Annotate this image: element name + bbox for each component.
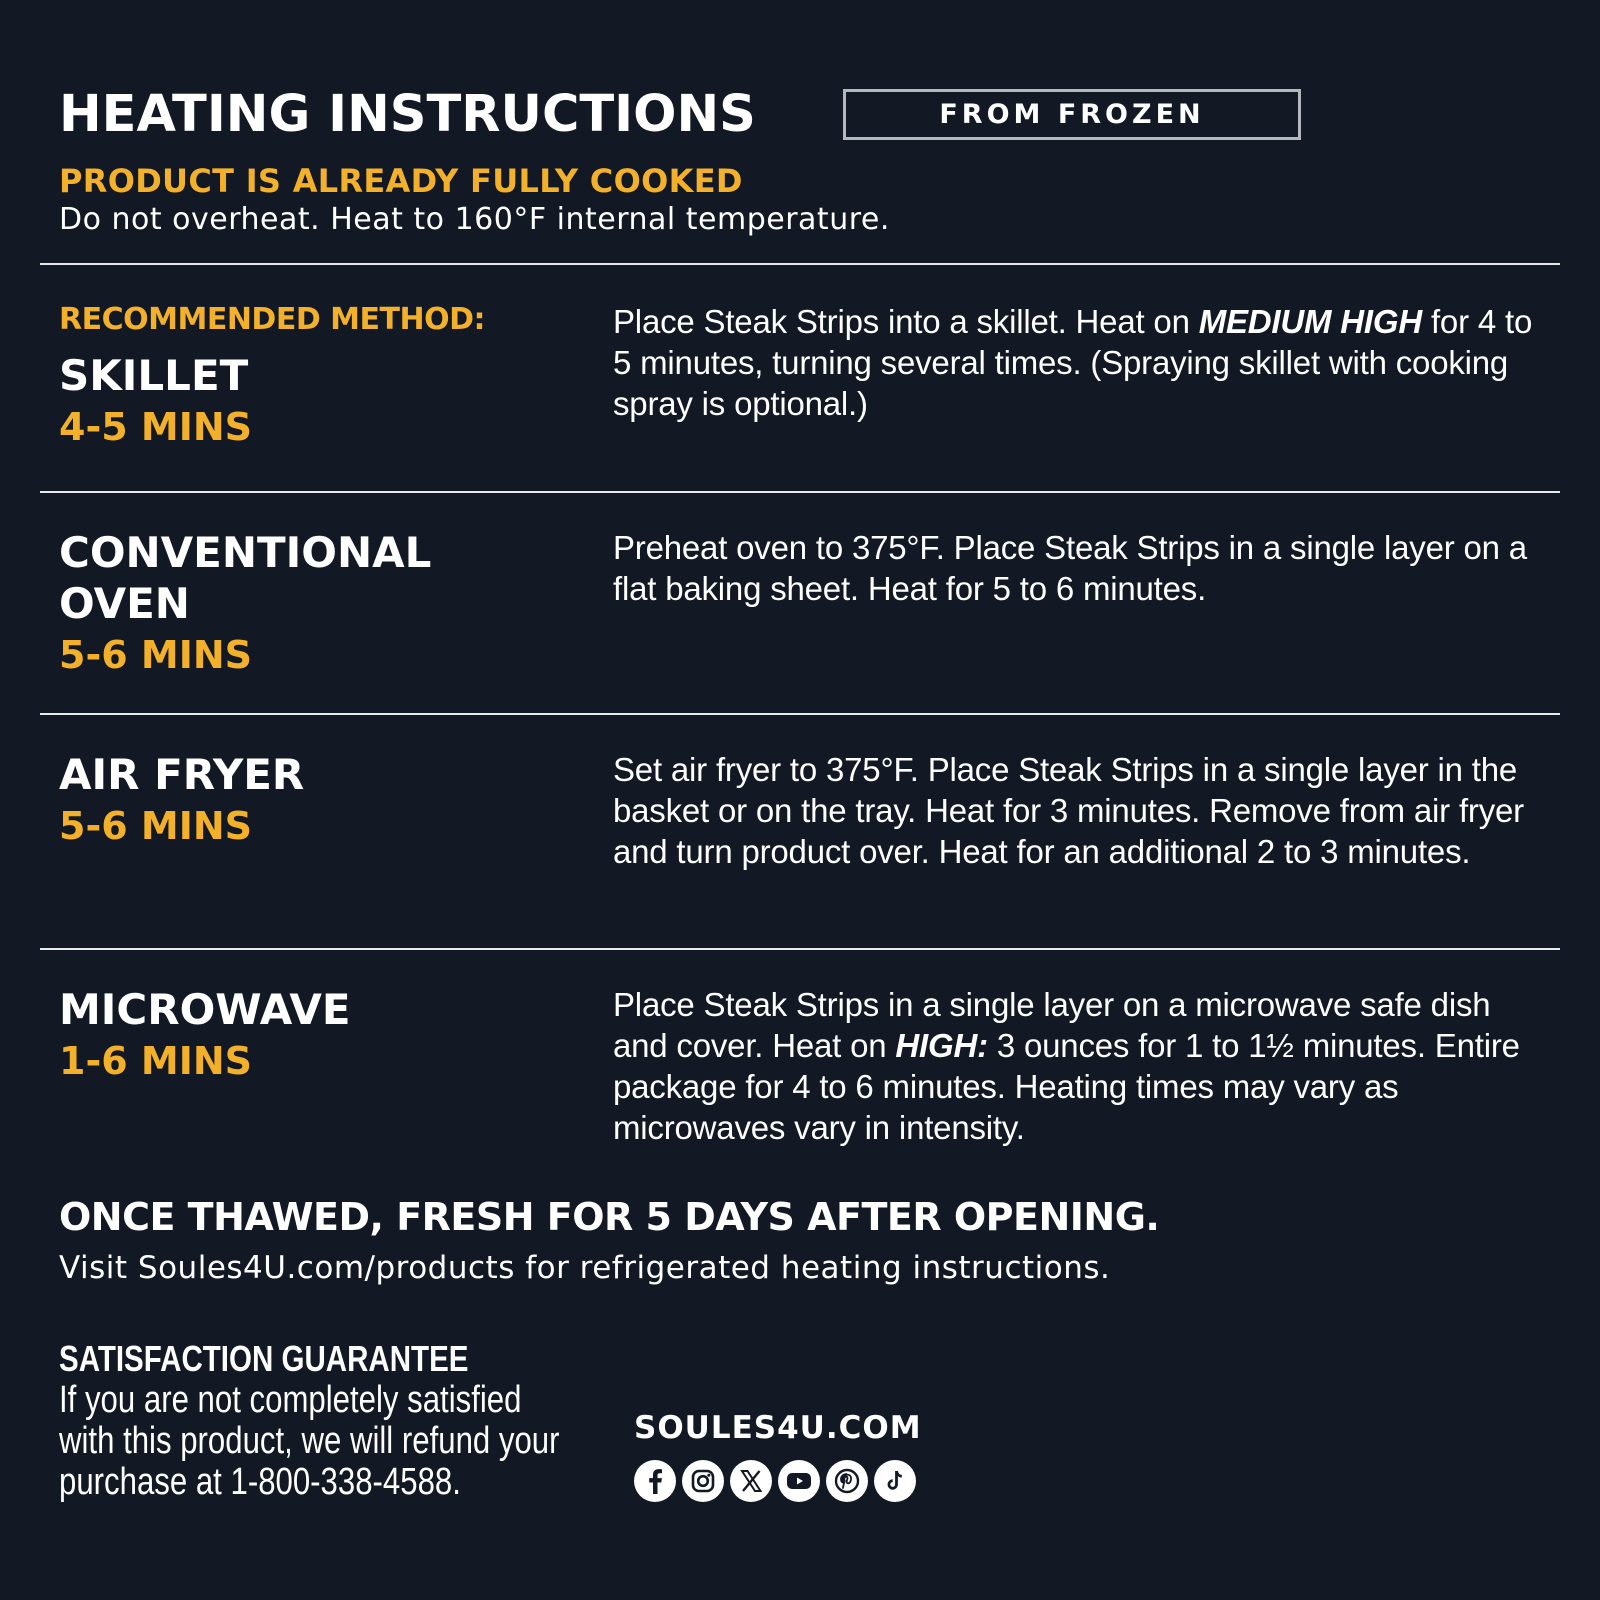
method-air-fryer-description: Set air fryer to 375°F. Place Steak Strips in a single layer in the basket or on the tray. Heat for 3 minutes. Remove from air fryer and turn product over. Heat for an additional 2 to 3 minutes. <box>613 751 1524 870</box>
desc-emphasis: HIGH: <box>895 1027 988 1064</box>
divider <box>40 948 1560 950</box>
tiktok-icon[interactable] <box>874 1460 916 1502</box>
method-time: 5-6 MINS <box>59 804 253 848</box>
desc-emphasis: MEDIUM HIGH <box>1198 303 1422 340</box>
divider <box>40 263 1560 265</box>
overheat-notice: Do not overheat. Heat to 160°F internal temperature. <box>59 202 890 237</box>
page-title: HEATING INSTRUCTIONS <box>59 85 756 144</box>
x-icon[interactable] <box>730 1460 772 1502</box>
from-frozen-badge: FROM FROZEN <box>843 89 1301 140</box>
facebook-icon[interactable] <box>634 1460 676 1502</box>
method-oven-label <box>59 527 431 681</box>
method-name: AIR FRYER <box>59 750 305 799</box>
method-oven-description: Preheat oven to 375°F. Place Steak Strips in a single layer on a flat baking sheet. Heat for 5 to 6 minutes. <box>613 529 1527 607</box>
method-time: 5-6 MINS <box>59 633 253 677</box>
pinterest-icon[interactable] <box>826 1460 868 1502</box>
instagram-icon[interactable] <box>682 1460 724 1502</box>
recommended-method-label: RECOMMENDED METHOD: <box>59 302 485 337</box>
youtube-icon[interactable] <box>778 1460 820 1502</box>
method-skillet-label <box>59 300 485 453</box>
method-name: SKILLET <box>59 351 249 400</box>
desc-text: for 4 to 5 minutes, turning several times. (Spraying skillet with cooking spray is optional.) <box>613 303 1533 422</box>
method-time: 1-6 MINS <box>59 1039 253 1083</box>
website-link[interactable]: SOULES4U.COM <box>634 1410 922 1446</box>
desc-text: Place Steak Strips into a skillet. Heat on <box>613 303 1199 340</box>
social-icons <box>634 1460 916 1502</box>
thawed-notice: ONCE THAWED, FRESH FOR 5 DAYS AFTER OPENING. <box>59 1195 1160 1239</box>
desc-text: 3 ounces for 1 to 1½ minutes. Entire package for 4 to 6 minutes. Heating times may vary as microwaves vary in intensity. <box>613 1027 1520 1146</box>
fully-cooked-notice: PRODUCT IS ALREADY FULLY COOKED <box>59 162 743 200</box>
method-name: MICROWAVE <box>59 985 351 1034</box>
method-skillet-description <box>613 301 1543 424</box>
divider <box>40 491 1560 493</box>
desc-text: Place Steak Strips in a single layer on a microwave safe dish and cover. Heat on <box>613 986 1491 1064</box>
visit-instructions: Visit Soules4U.com/products for refrigerated heating instructions. <box>59 1250 1111 1286</box>
method-time: 4-5 MINS <box>59 405 253 449</box>
method-name-line1: CONVENTIONAL <box>59 528 432 577</box>
method-microwave-description <box>613 984 1543 1148</box>
divider <box>40 713 1560 715</box>
method-microwave-label <box>59 984 351 1087</box>
guarantee-text: If you are not completely satisfied with this product, we will refund your purchase at 1-800-338-4588. <box>59 1379 560 1503</box>
method-name-line2: OVEN <box>59 579 190 628</box>
method-air-fryer-label <box>59 749 304 852</box>
guarantee-title: SATISFACTION GUARANTEE <box>59 1338 469 1379</box>
